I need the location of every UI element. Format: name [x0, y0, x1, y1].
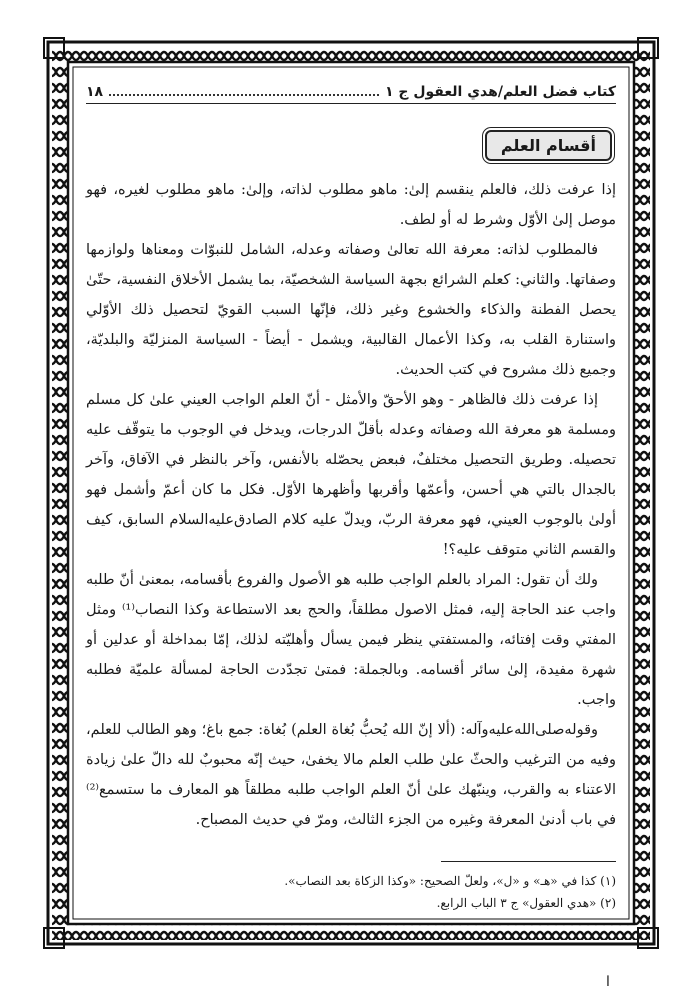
section-heading: أقسام العلم [485, 130, 612, 161]
footnote-2: (٢) «هدي العقول» ج ٣ الباب الرابع. [436, 896, 616, 910]
running-header [86, 84, 616, 104]
paragraph-2: فالمطلوب لذاته: معرفة الله تعالىٰ وصفاته وعدله، الشامل للنبوّات ومعناها ولوازمها وصفاتها. والثاني: كعلم الشرائع بجهة السياسة الشخصيّة، بما يشمل الأخلاق النفسية، حتّىٰ يحصل الفطنة والذكاء والخشوع وغير ذلك، فإنّها السبب القويّ لتحصيل ذلك الأوّلي واستنارة القلب به، وكذا الأعمال القالبية، ويشمل - أيضاً - السياسة المنزليّة والبلديّة، وجميع ذلك مشروح في كتب الحديث. [86, 242, 616, 378]
page-number: ١٨ [86, 84, 104, 100]
footnote-divider [441, 861, 616, 862]
paragraph-5: وقوله‌صلى‌الله‌عليه‌وآله: (ألا إنّ الله يُحبُّ بُغاة العلم) بُغاة: جمع باغ؛ وهو الطالب للعلم، وفيه من الترغيب والحثّ علىٰ طلب العلم مالا يخفىٰ، حيث إنّه محبوبٌ لله دالّ علىٰ زيادة الاعتناء به والقرب، وينبّهك علىٰ أنّ العلم الواجب طلبه مطلقاً هو المعارف ما ستسمع⁽²⁾ في باب أدنىٰ المعرفة وغيره من الجزء الثالث، ومرّ في حديث المصباح. [86, 722, 616, 828]
paragraph-1: إذا عرفت ذلك، فالعلم ينقسم إلىٰ: ماهو مطلوب لذاته، وإلىٰ: ماهو مطلوب لغيره، فهو موصل إلىٰ الأوّل وشرط له أو لطف. [86, 182, 616, 228]
running-title: كتاب فضل العلم/هدي العقول ج ١ [385, 84, 616, 100]
footnote-1: (١) كذا في «هـ» و «ل»، ولعلّ الصحيح: «وكذا الزكاة بعد النصاب». [284, 874, 616, 888]
page-content [86, 84, 616, 914]
bottom-mark: ا [606, 974, 610, 990]
paragraph-4: ولك أن تقول: المراد بالعلم الواجب طلبه هو الأصول والفروع بأقسامه، بمعنىٰ أنّ طلبه واجب عند الحاجة إليه، فمثل الاصول مطلقاً، والحج بعد الاستطاعة وكذا النصاب⁽¹⁾ ومثل المفتي وقت إفتائه، والمستفتي ينظر فيمن يسأل وأهليّته لذلك، إمّا بمداخلة أو عدلين أو شهرة مفيدة، إلىٰ سائر أقسامه. وبالجملة: فمتىٰ تجدّدت الحاجة لمسألة علميّة فطلبه واجب. [86, 572, 617, 708]
leader-dots [109, 93, 379, 96]
paragraph-3: إذا عرفت ذلك فالظاهر - وهو الأحقّ والأمثل - أنّ العلم الواجب العيني علىٰ كل مسلم ومسلمة هو معرفة الله وصفاته وعدله بأقلّ الدرجات، ويدخل في الوجوب ما يتوقّف عليه تحصيله. وطريق التحصيل مختلفٌ، فبعض يحصّله بالأنفس، وآخر بالنظر في الآفاق، وآخر بالجدال بالتي هي أحسن، وأعمّها وأقربها وأظهرها الأوّل. فكل ما كان أعمّ وأشمل فهو أولىٰ بالوجوب العيني، فهو معرفة الربّ، ويدلّ عليه كلام الصادق‌عليه‌السلام السابق، كيف والقسم الثاني متوقف عليه؟! [86, 392, 616, 558]
